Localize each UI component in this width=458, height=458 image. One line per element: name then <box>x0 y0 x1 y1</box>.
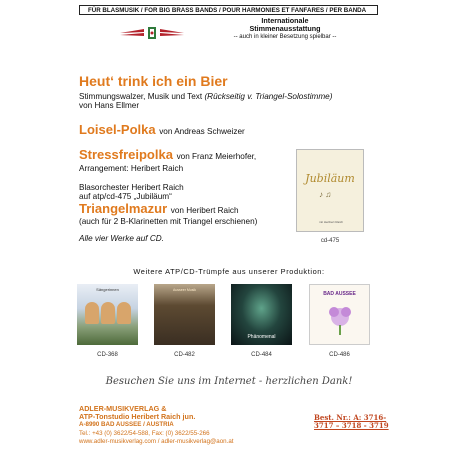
cd-cover-484 <box>231 284 292 345</box>
order-number-line1: Best. Nr.: A: 3716- <box>314 413 387 422</box>
cd-cover-486 <box>309 284 370 345</box>
cd-cover-482-label: Ausseer Musik <box>173 288 196 292</box>
orchestra-line1: Blasorchester Heribert Raich <box>79 183 184 192</box>
publisher-line1: ADLER-MUSIKVERLAG & <box>79 404 167 413</box>
cd-caption-486: CD-486 <box>329 352 350 358</box>
cd-cover-368 <box>77 284 138 345</box>
publisher-web-email[interactable]: www.adler-musikverlag.com / adler-musikverlag@aon.at <box>79 437 234 445</box>
cd-cover-484-label: Phänomenal <box>247 334 276 340</box>
work-stress <box>79 147 256 162</box>
adler-eagle-logo <box>118 24 186 42</box>
work-loisel-composer: von Andreas Schweizer <box>159 127 245 136</box>
cd-cover-486-label: BAD AUSSEE <box>323 291 356 297</box>
work-heut-genre: Stimmungswalzer, Musik und Text <box>79 92 203 101</box>
orchestra-line2: auf atp/cd-475 „Jubiläum“ <box>79 192 172 201</box>
work-triangel <box>79 201 239 216</box>
work-heut-composer: von Hans Ellmer <box>79 101 140 110</box>
order-number-line2: 3717 – 3718 - 3719 <box>314 421 389 430</box>
work-triangel-composer: von Heribert Raich <box>170 206 239 215</box>
publisher-line2: ATP-Tonstudio Heribert Raich jun. <box>79 412 196 422</box>
work-stress-arranger: Arrangement: Heribert Raich <box>79 164 184 173</box>
flower-illustration <box>310 285 370 345</box>
cd-cover-482 <box>154 284 215 345</box>
all-works-on-cd: Alle vier Werke auf CD. <box>79 234 164 243</box>
publisher-address <box>79 405 234 446</box>
cd-main-caption: cd-475 <box>320 238 340 244</box>
stimmen-heading <box>200 17 370 41</box>
order-number <box>314 413 389 430</box>
work-loisel <box>79 122 245 137</box>
category-banner: FÜR BLASMUSIK / FOR BIG BRASS BANDS / POUR HARMONIES ET FANFARES / PER BANDA <box>79 5 378 15</box>
work-stress-composer: von Franz Meierhofer, <box>176 152 257 161</box>
stimmen-title-line1: Internationale <box>261 16 309 25</box>
person-figure <box>101 302 115 324</box>
cd-cover-jubilaeum <box>296 149 364 232</box>
person-figure <box>117 302 131 324</box>
work-title-heut: Heut‘ trink ich ein Bier <box>79 73 228 89</box>
person-figure <box>85 302 99 324</box>
work-title-triangel: Triangelmazur <box>79 201 168 216</box>
cd-cover-subtitle: mit Heribert Raich <box>318 220 343 224</box>
more-cds-heading: Weitere ATP/CD-Trümpfe aus unserer Produktion: <box>133 267 325 276</box>
stimmen-subline: -- auch in kleiner Besetzung spielbar -- <box>233 34 337 40</box>
publisher-phone: Tel.: +43 (0) 3622/54-588, Fax: (0) 3622/55-266 <box>79 429 210 437</box>
stimmen-title-line2: Stimmenausstattung <box>249 24 321 33</box>
publisher-line3: A-8990 BAD AUSSEE / AUSTRIA <box>79 421 174 429</box>
cd-cover-title: Jubiläum <box>305 172 355 185</box>
cd-caption-368: CD-368 <box>97 352 118 358</box>
cd-caption-482: CD-482 <box>174 352 195 358</box>
work-triangel-note: (auch für 2 B-Klarinetten mit Triangel erschienen) <box>79 217 258 226</box>
work-title-stress: Stressfreipolka <box>79 147 173 162</box>
cd-cover-368-label: Sängerinnen <box>96 287 119 292</box>
cd-caption-484: CD-484 <box>251 352 272 358</box>
internet-thanks-line: Besuchen Sie uns im Internet - herzlichen Dank! <box>105 376 353 387</box>
work-heut-note: (Rückseitig v. Triangel-Solostimme) <box>204 92 333 101</box>
music-notes-icon: ♪ ♫ <box>319 190 332 199</box>
work-heut-subtitle <box>79 92 332 101</box>
work-title-loisel: Loisel-Polka <box>79 122 156 137</box>
